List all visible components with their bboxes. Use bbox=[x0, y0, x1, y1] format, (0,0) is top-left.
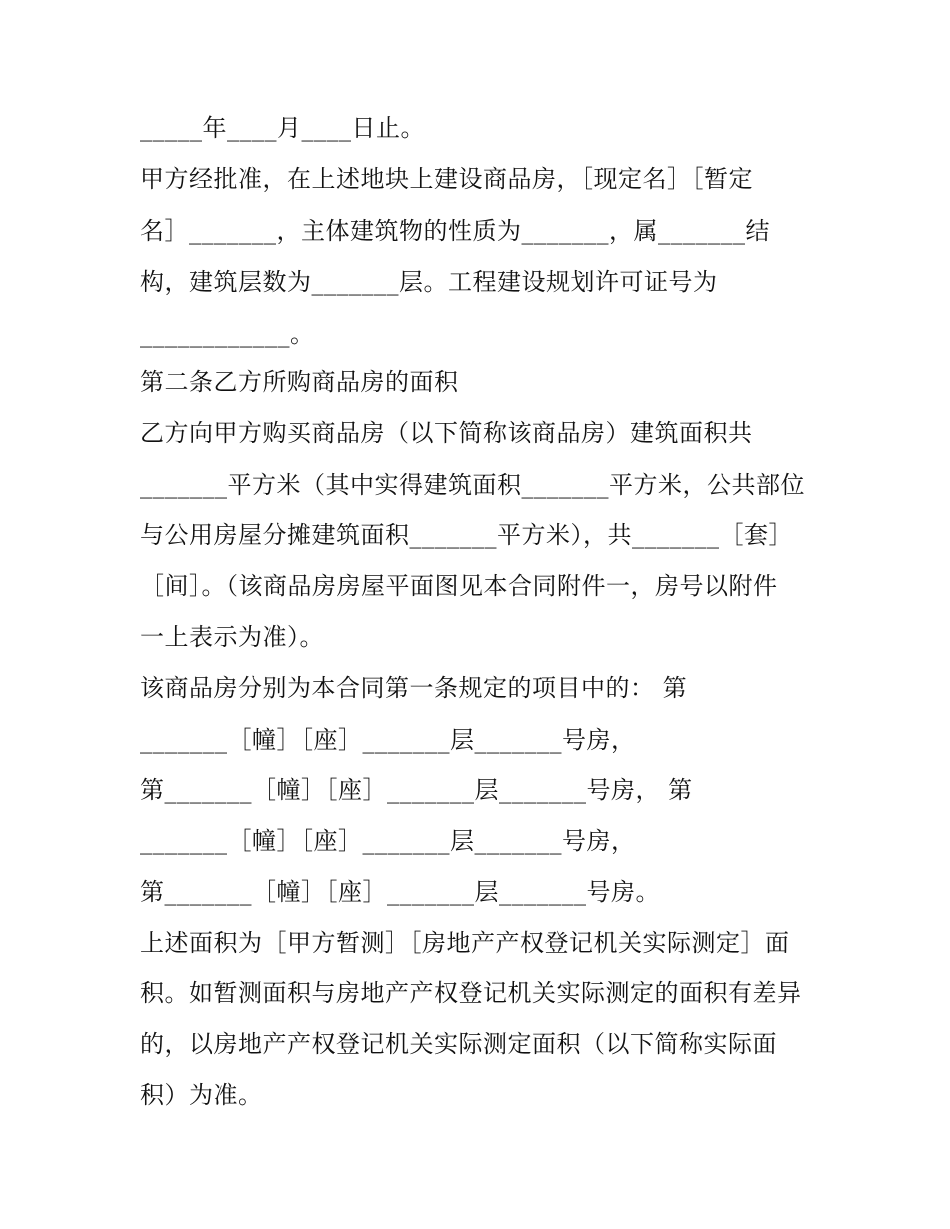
text-line: ［间］。（该商品房房屋平面图见本合同附件一，房号以附件 bbox=[140, 572, 778, 600]
text-line: 积。如暂测面积与房地产产权登记机关实际测定的面积有差异 bbox=[140, 979, 802, 1007]
text-line: 与公用房屋分摊建筑面积_______平方米），共_______［套］ bbox=[140, 521, 793, 549]
text-line: ____________。 bbox=[140, 320, 315, 348]
text-line: 积）为准。 bbox=[140, 1081, 263, 1109]
text-line: _____年____月____日止。 bbox=[140, 114, 425, 142]
text-line: _______平方米（其中实得建筑面积_______平方米，公共部位 bbox=[140, 471, 805, 499]
section-heading: 第二条乙方所购商品房的面积 bbox=[140, 368, 459, 396]
text-line: 乙方向甲方购买商品房（以下简称该商品房）建筑面积共 bbox=[140, 419, 753, 447]
text-line: 的，以房地产产权登记机关实际测定面积（以下简称实际面 bbox=[140, 1030, 777, 1058]
text-line: 该商品房分别为本合同第一条规定的项目中的： 第 bbox=[140, 674, 688, 702]
text-line: 上述面积为［甲方暂测］［房地产产权登记机关实际测定］面 bbox=[140, 929, 790, 957]
text-line: 第_______［幢］［座］_______层_______号房， 第 bbox=[140, 776, 693, 804]
text-line: 名］_______，主体建筑物的性质为_______，属_______结 bbox=[140, 217, 770, 245]
text-line: 一上表示为准）。 bbox=[140, 623, 324, 651]
text-line: 构，建筑层数为_______层。工程建设规划许可证号为 bbox=[140, 268, 718, 296]
text-line: _______［幢］［座］_______层_______号房， bbox=[140, 827, 636, 855]
text-line: _______［幢］［座］_______层_______号房， bbox=[140, 726, 636, 754]
text-line: 甲方经批准，在上述地块上建设商品房，［现定名］［暂定 bbox=[140, 165, 753, 193]
text-line: 第_______［幢］［座］_______层_______号房。 bbox=[140, 878, 660, 906]
